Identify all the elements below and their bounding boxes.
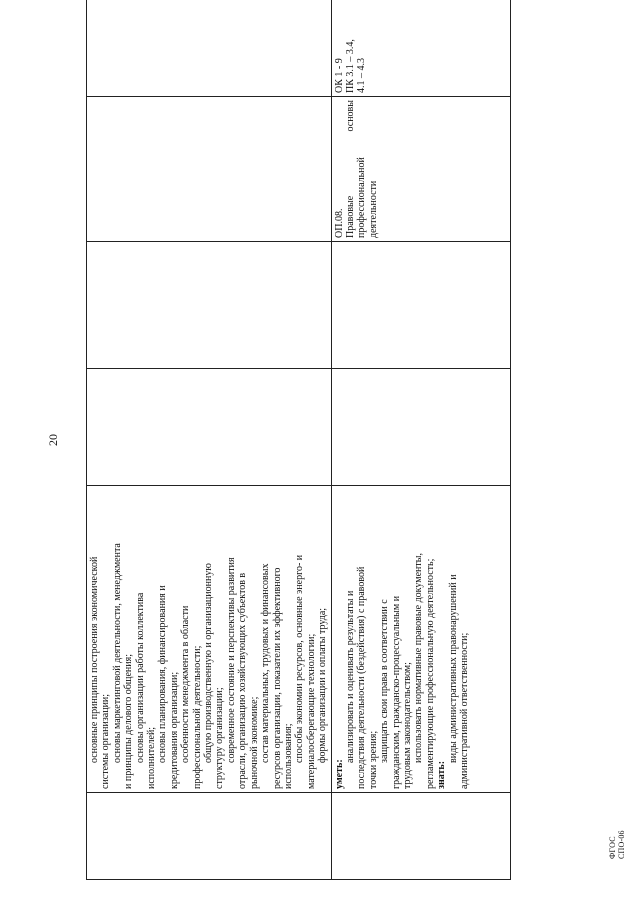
table-cell-empty [331, 242, 510, 369]
text-line: использовать нормативные правовые документы, [413, 553, 425, 763]
text-line: основные принципы построения экономической [89, 556, 100, 763]
discipline-name-line: профессиональной [356, 157, 368, 238]
table-cell-skills [331, 486, 510, 793]
text-line: анализировать и оценивать результаты и [344, 590, 356, 763]
text-line: способы экономии ресурсов, основные энерго- и [294, 554, 306, 763]
text-line: системы организации; [100, 693, 112, 789]
text-line: использования; [282, 723, 294, 789]
text-line: кредитования организации; [168, 671, 180, 789]
table-cell-knowledge [87, 486, 332, 793]
competency-table [86, 0, 511, 880]
text-line: формы организации и оплаты труда; [317, 607, 329, 763]
text-line: материалосберегающие технологии; [305, 633, 317, 789]
table-cell-index [87, 793, 332, 880]
text-line: основы организации работы коллектива [134, 592, 146, 763]
text-line: исполнителей; [146, 726, 158, 789]
rotated-page-content [86, 38, 470, 880]
text-line: рыночной экономике; [248, 696, 260, 789]
table-cell-competencies [331, 0, 510, 97]
discipline-name-line: деятельности [367, 180, 379, 238]
text-line: основы планирования, финансирования и [157, 585, 169, 763]
know-label: знать: [436, 760, 448, 789]
table-cell-empty [87, 97, 332, 242]
table-cell-empty [331, 369, 510, 486]
text-line: регламентирующие профессиональную деятельность; [424, 558, 436, 789]
text-line: административной ответственности; [459, 632, 470, 789]
text-line: особенности менеджмента в области [180, 605, 192, 763]
table-cell-empty [87, 0, 332, 97]
skills-label: уметь: [333, 759, 345, 789]
text-line: состав материальных, трудовых и финансовых [260, 563, 272, 763]
text-line: и принципы делового общения; [123, 653, 135, 789]
discipline-name-line [345, 100, 356, 238]
text-line: современное состояние и перспективы развития [225, 557, 237, 763]
text-line: точки зрения; [367, 730, 379, 789]
text-line: защищать свои права в соответствии с [379, 599, 391, 763]
table-cell-index [331, 793, 510, 880]
competency-line: ОК 1 - 9 [333, 58, 345, 93]
text-line: трудовым законодательством; [401, 662, 413, 789]
page-number: 20 [46, 434, 60, 446]
text-line: последствия деятельности (бездействия) с правовой [356, 566, 368, 789]
document-footer: ФГОС СПО-06 [608, 830, 626, 859]
competency-line: ПК 3.1 – 3.4, [344, 39, 356, 93]
table-cell-empty [87, 242, 332, 369]
text-line: ресурсов организации, показатели их эффективного [271, 567, 283, 789]
text-line: профессиональной деятельности; [191, 645, 203, 789]
discipline-word: основы [344, 100, 356, 132]
table-cell-discipline [331, 97, 510, 242]
table-row [87, 0, 332, 880]
table-row [331, 0, 510, 880]
table-cell-empty [87, 369, 332, 486]
text-line: отрасли, организацию хозяйствующих субъектов в [237, 572, 249, 789]
competency-line: 4.1 – 4.3 [356, 58, 368, 93]
text-line: структуру организации; [214, 687, 226, 789]
text-line: основы маркетинговой деятельности, менеджмента [111, 543, 123, 763]
discipline-word: Правовые [344, 195, 356, 238]
text-line: гражданским, гражданско-процессуальным и [390, 595, 402, 789]
text-line: виды административных правонарушений и [447, 574, 459, 763]
text-line: общую производственную и организационную [203, 563, 215, 763]
discipline-code: ОП.08. [333, 208, 345, 238]
